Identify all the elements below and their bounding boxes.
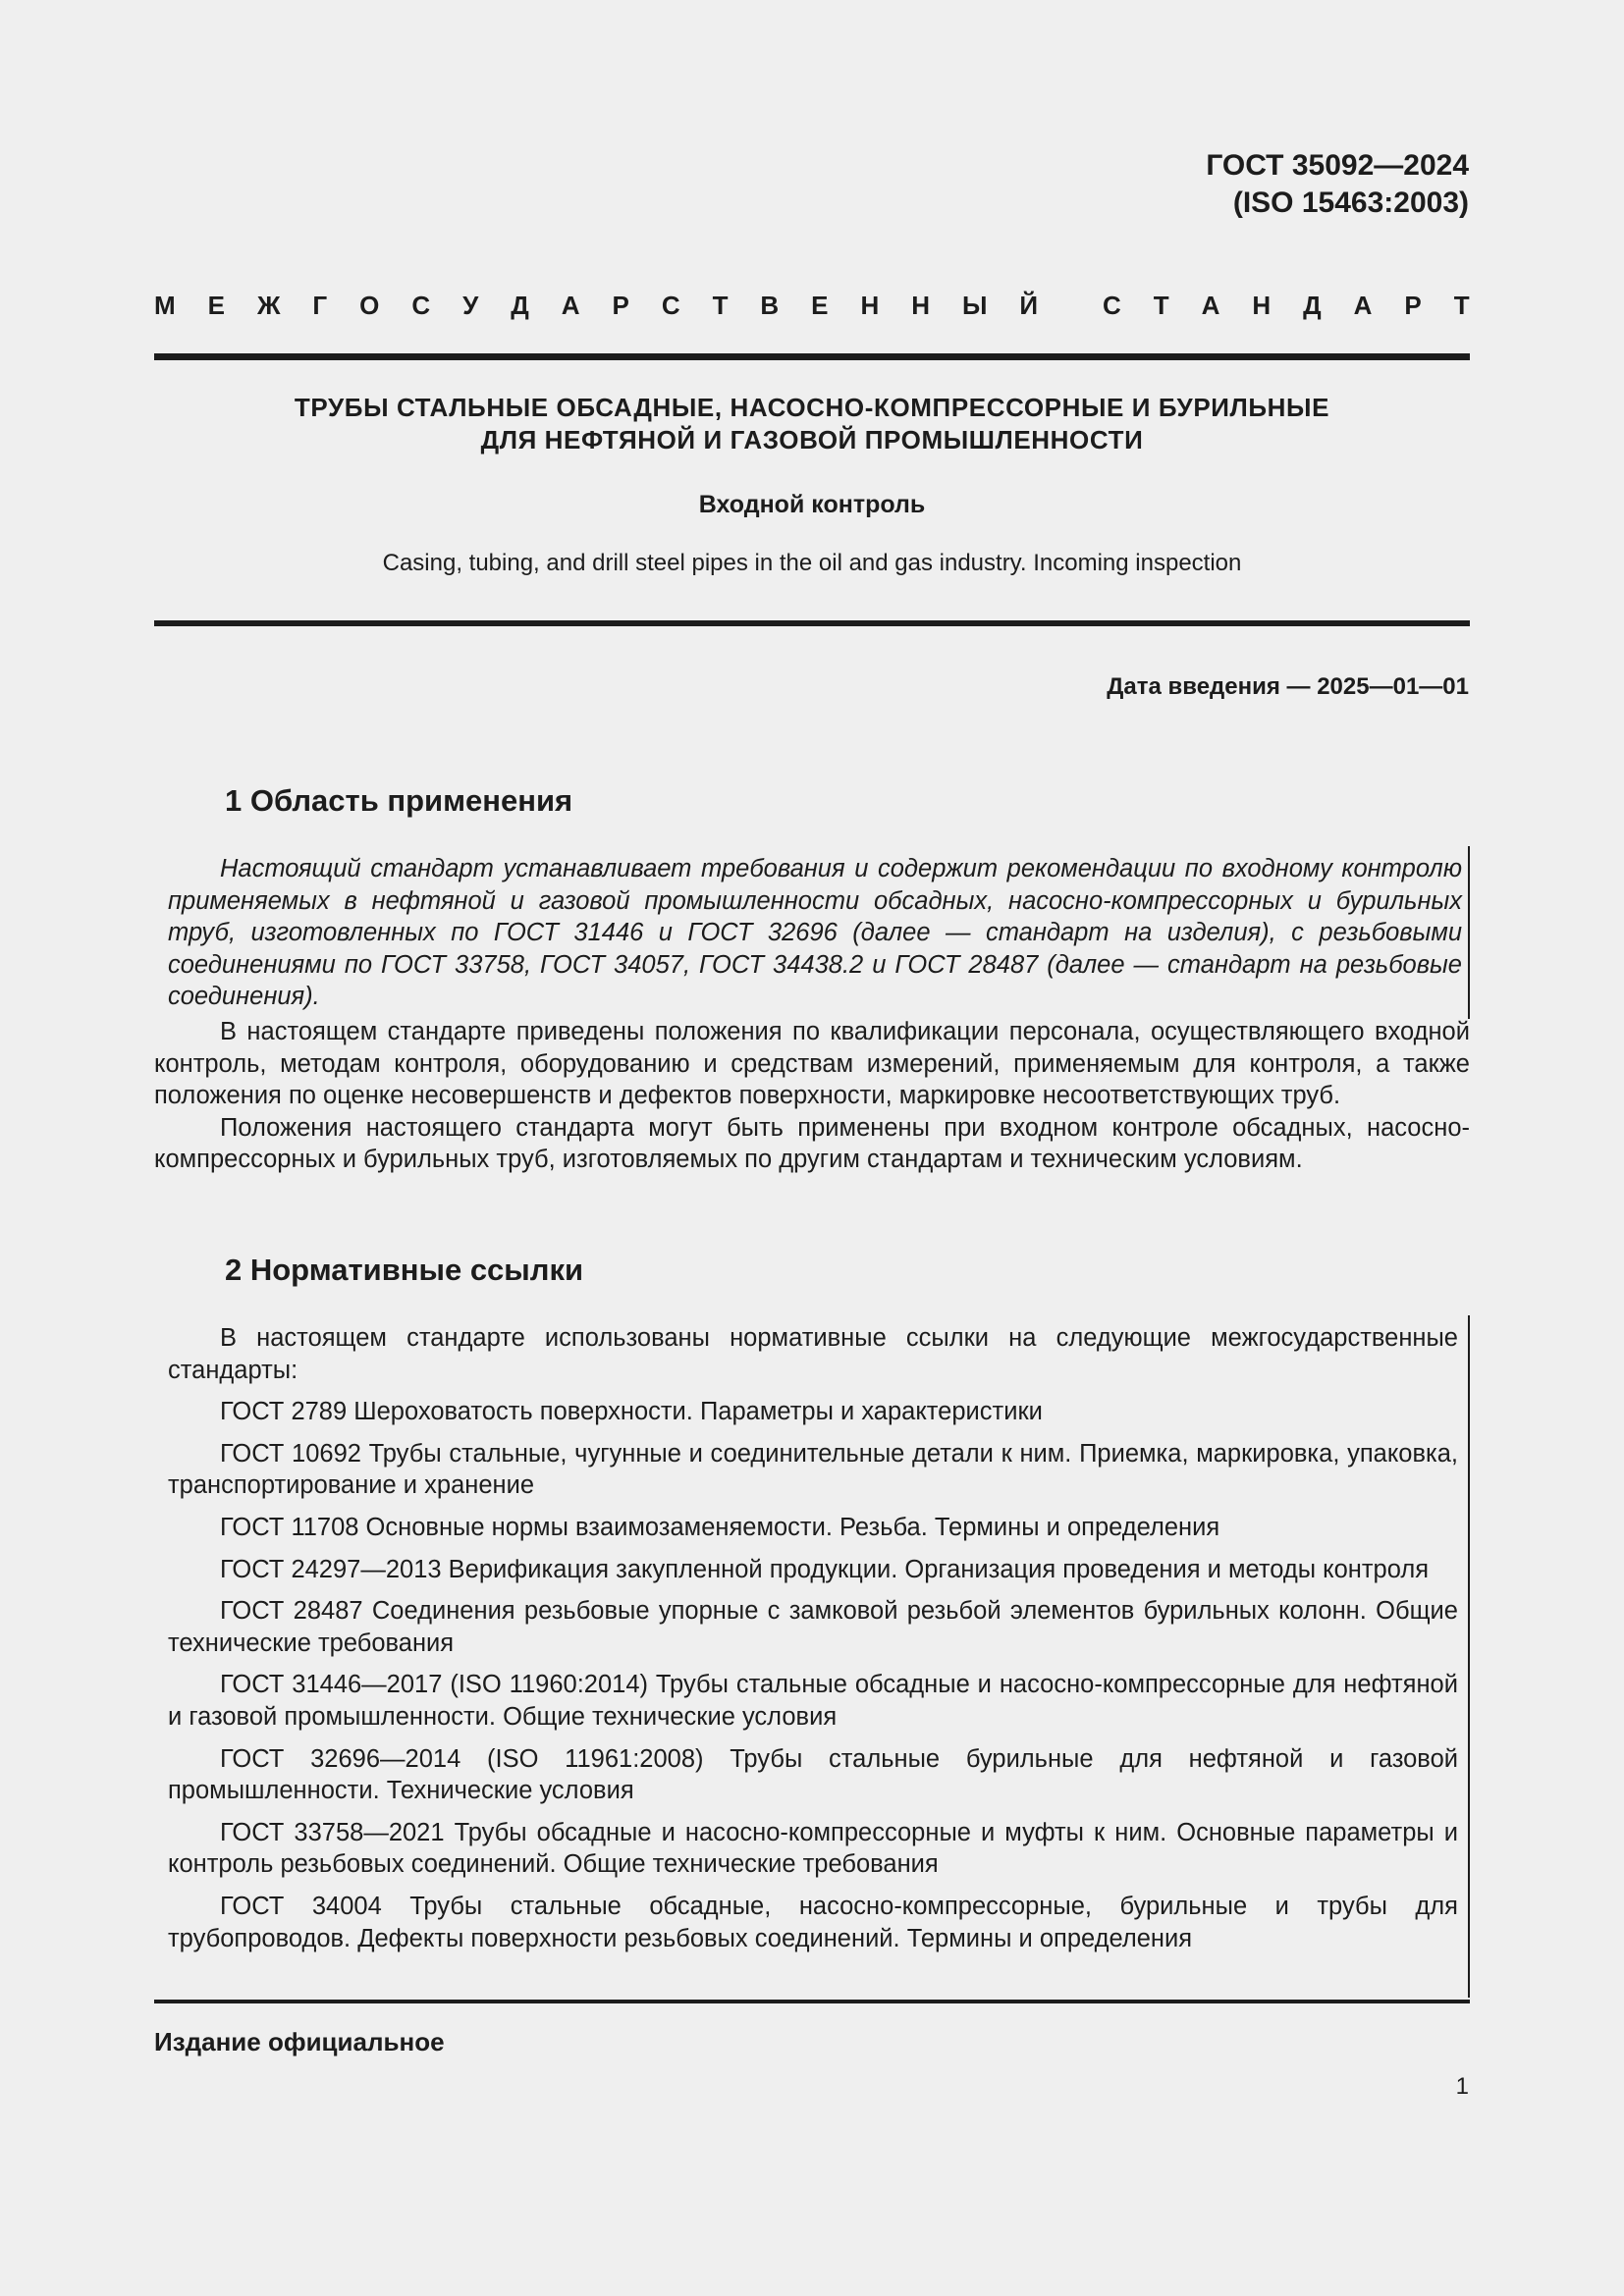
section1-italic-block — [168, 853, 1462, 1013]
category-letter: А — [561, 291, 580, 320]
section1-body — [154, 1016, 1470, 1176]
category-letter: С — [661, 291, 680, 320]
category-letter: В — [760, 291, 780, 320]
category-letter: А — [1353, 291, 1373, 320]
official-edition-label: Издание официальное — [154, 2027, 445, 2056]
category-letter: Г — [312, 291, 328, 320]
category-letter: М — [154, 291, 176, 320]
category-letter: Е — [811, 291, 829, 320]
category-letter: Н — [1252, 291, 1272, 320]
reference-item: ГОСТ 11708 Основные нормы взаимозаменяемости. Резьба. Термины и определения — [220, 1513, 1220, 1541]
category-letter: Д — [1303, 291, 1322, 320]
page-number: 1 — [1455, 2073, 1469, 2100]
category-letter: С — [1103, 291, 1121, 320]
title-rule — [154, 620, 1470, 626]
category-letter: Р — [1404, 291, 1422, 320]
document-title — [154, 392, 1470, 456]
reference-item: ГОСТ 24297—2013 Верификация закупленной продукции. Организация проведения и методы контроля — [220, 1555, 1430, 1583]
title-line2: ДЛЯ НЕФТЯНОЙ И ГАЗОВОЙ ПРОМЫШЛЕННОСТИ — [480, 425, 1144, 454]
category-letter: Ы — [961, 291, 988, 320]
reference-item: ГОСТ 2789 Шероховатость поверхности. Параметры и характеристики — [220, 1398, 1043, 1426]
category-letter: Р — [612, 291, 629, 320]
standard-code-line1: ГОСТ 35092—2024 — [1206, 149, 1469, 182]
category-letter: Й — [1019, 291, 1039, 320]
category-letter: Н — [860, 291, 880, 320]
section1-paragraph3: Положения настоящего стандарта могут быть применены при входном контроле обсадных, насосно-компрессорных и бурильных труб, изготовляемых по другим стандартам и техническим условиям. — [154, 1113, 1470, 1174]
category-heading — [154, 291, 1470, 321]
english-title: Casing, tubing, and drill steel pipes in the oil and gas industry. Incoming inspection — [382, 550, 1242, 576]
section1-paragraph1: Настоящий стандарт устанавливает требования и содержит рекомендации по входному контролю применяемых в нефтяной и газовой промышленности обсадных, насосно-компрессорных и бурильных труб, изготовленных по ГОСТ 31446 и ГОСТ 32696 (далее — стандарт на изделия), с резьбовыми соединениями по ГОСТ 33758, ГОСТ 34057, ГОСТ 34438.2 и ГОСТ 28487 (далее — стандарт на резьбовые соединения). — [168, 855, 1462, 1011]
section2-heading: 2 Нормативные ссылки — [225, 1253, 584, 1287]
category-letter: Т — [1153, 291, 1169, 320]
title-line1: ТРУБЫ СТАЛЬНЫЕ ОБСАДНЫЕ, НАСОСНО-КОМПРЕССОРНЫЕ И БУРИЛЬНЫЕ — [294, 393, 1330, 422]
category-letter: Т — [1453, 291, 1470, 320]
reference-item: ГОСТ 31446—2017 (ISO 11960:2014) Трубы стальные обсадные и насосно-компрессорные для нефтяной и газовой промышленности. Общие технические условия — [168, 1671, 1458, 1731]
standard-code-line2: (ISO 15463:2003) — [1232, 187, 1469, 219]
category-letter: О — [359, 291, 380, 320]
category-letter: Ж — [256, 291, 281, 320]
category-letter: У — [462, 291, 479, 320]
category-letter: Т — [712, 291, 729, 320]
reference-item: ГОСТ 28487 Соединения резьбовые упорные с замковой резьбой элементов бурильных колонн. Общие технические требования — [168, 1597, 1458, 1657]
category-letter: Н — [911, 291, 931, 320]
change-bar — [1468, 846, 1470, 1019]
category-letter: Д — [511, 291, 529, 320]
reference-item: ГОСТ 10692 Трубы стальные, чугунные и соединительные детали к ним. Приемка, маркировка, упаковка, транспортирование и хранение — [168, 1439, 1458, 1500]
standard-code — [1206, 147, 1469, 222]
section1-paragraph2: В настоящем стандарте приведены положения по квалификации персонала, осуществляющего входной контроль, методам контроля, оборудованию и средствам измерений, применяемым для контроля, а также положения по оценке несовершенств и дефектов поверхности, маркировке несоответствующих труб. — [154, 1018, 1470, 1110]
reference-item: ГОСТ 33758—2021 Трубы обсадные и насосно-компрессорные и муфты к ним. Основные параметры и контроль резьбовых соединений. Общие технические требования — [168, 1818, 1458, 1879]
footer-rule — [154, 2000, 1470, 2003]
document-subtitle: Входной контроль — [698, 491, 926, 518]
reference-item: ГОСТ 32696—2014 (ISO 11961:2008) Трубы стальные бурильные для нефтяной и газовой промышленности. Технические условия — [168, 1744, 1458, 1805]
category-letter: Е — [207, 291, 225, 320]
references-intro: В настоящем стандарте использованы нормативные ссылки на следующие межгосударственные стандарты: — [168, 1324, 1458, 1384]
introduction-date: Дата введения — 2025—01—01 — [1107, 673, 1469, 700]
change-bar — [1468, 1315, 1470, 1998]
section2-references — [168, 1322, 1458, 1964]
category-letter: А — [1201, 291, 1220, 320]
section1-heading: 1 Область применения — [225, 783, 573, 818]
reference-item: ГОСТ 34004 Трубы стальные обсадные, насосно-компрессорные, бурильные и трубы для трубопроводов. Дефекты поверхности резьбовых соединений. Термины и определения — [168, 1892, 1458, 1952]
top-rule — [154, 353, 1470, 360]
category-letter: С — [411, 291, 431, 320]
